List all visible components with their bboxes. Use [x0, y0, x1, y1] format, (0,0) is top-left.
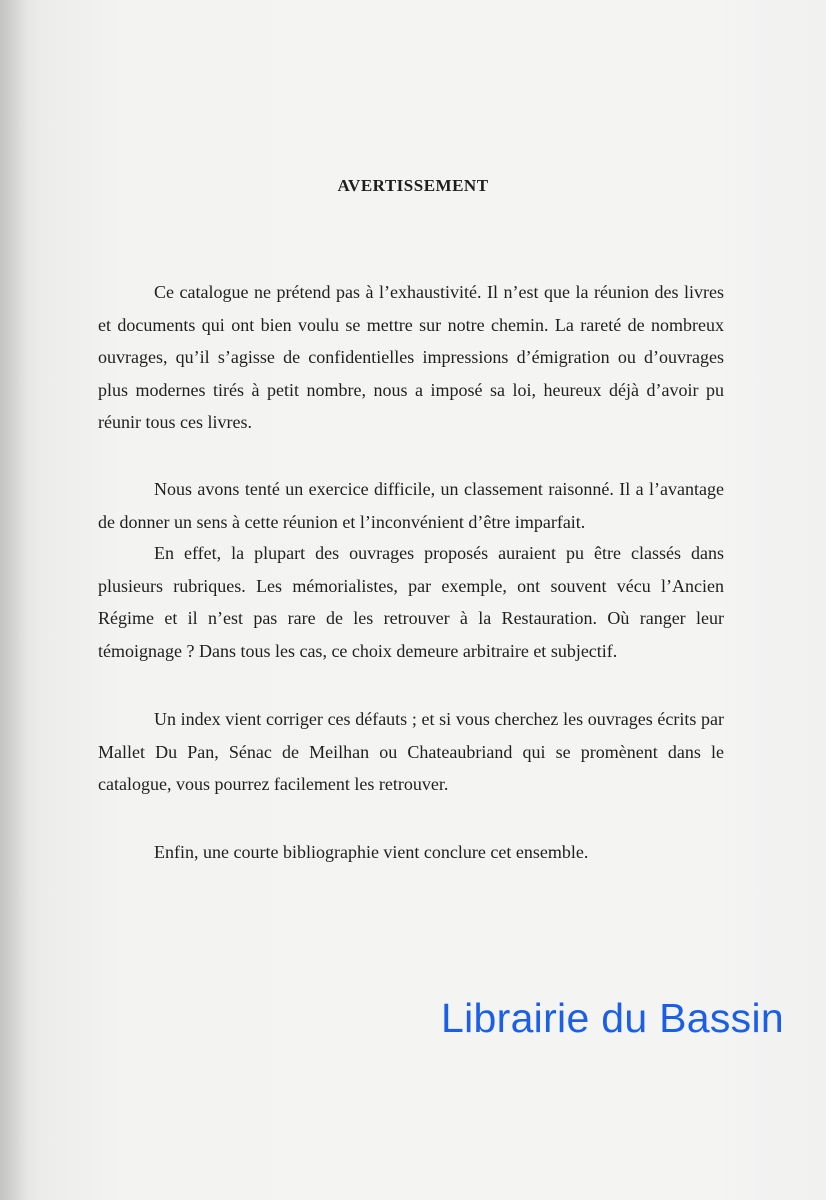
paragraph-text: Enfin, une courte bibliographie vient conclure cet ensemble. — [154, 842, 589, 862]
watermark-text: Librairie du Bassin — [441, 995, 784, 1041]
paragraph-text: Un index vient corriger ces défauts ; et si vous cherchez les ouvrages écrits par Mallet Du Pan, Sénac de Meilhan ou Chateaubriand qui se promènent dans le catalogue, vous pourrez facilement les retrouver. — [98, 709, 724, 794]
paragraph-2 — [98, 473, 724, 538]
paragraph-1 — [98, 276, 724, 439]
page-heading: AVERTISSEMENT — [337, 176, 489, 195]
paragraph-text: En effet, la plupart des ouvrages proposés auraient pu être classés dans plusieurs rubriques. Les mémorialistes, par exemple, ont souvent vécu l’Ancien Régime et il n’est pas rare de les retrouver à la Restauration. Où ranger leur témoignage ? Dans tous les cas, ce choix demeure arbitraire et subjectif. — [98, 543, 724, 661]
paragraph-text: Ce catalogue ne prétend pas à l’exhaustivité. Il n’est que la réunion des livres et documents qui ont bien voulu se mettre sur notre chemin. La rareté de nombreux ouvrages, qu’il s’agisse de confidentielles impressions d’émigration ou d’ouvrages plus modernes tirés à petit nombre, nous a imposé sa loi, heureux déjà d’avoir pu réunir tous ces livres. — [98, 282, 724, 432]
paragraph-3 — [98, 537, 724, 667]
paragraph-4 — [98, 703, 724, 801]
paragraph-5 — [98, 836, 724, 869]
paragraph-text: Nous avons tenté un exercice difficile, un classement raisonné. Il a l’avantage de donner un sens à cette réunion et l’inconvénient d’être imparfait. — [98, 479, 724, 532]
